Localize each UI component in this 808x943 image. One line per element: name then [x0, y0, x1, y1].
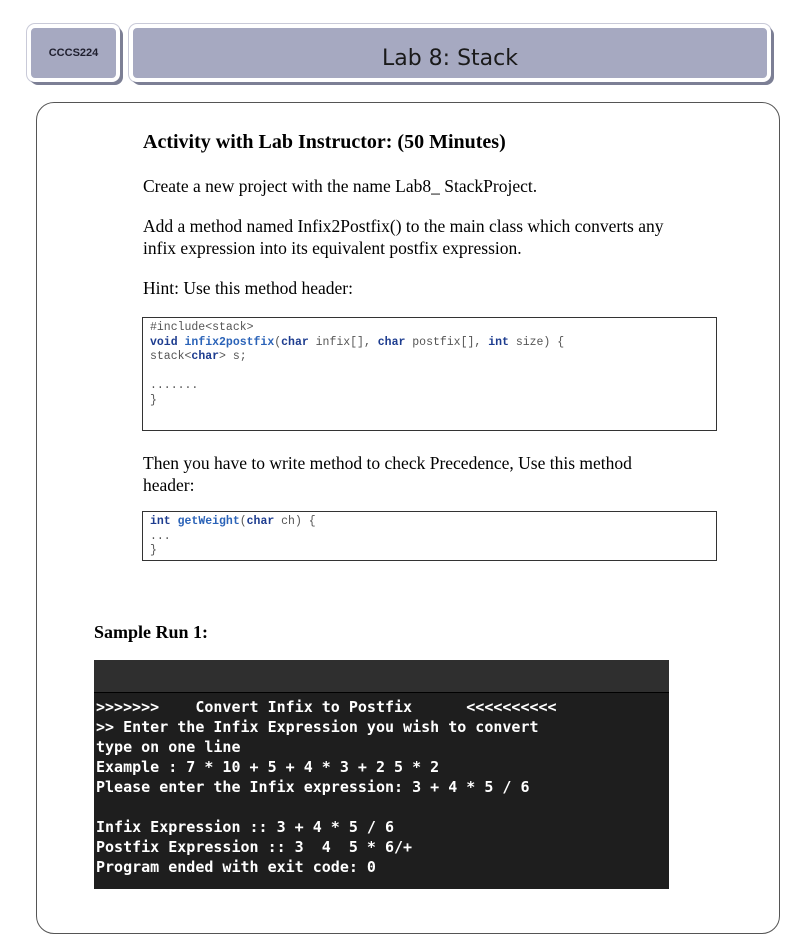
code-keyword: int	[488, 335, 509, 349]
code-keyword: char	[246, 515, 275, 528]
code-function-name: getWeight	[177, 515, 240, 528]
activity-heading: Activity with Lab Instructor: (50 Minutes)	[143, 131, 506, 153]
terminal-line: Program ended with exit code: 0	[96, 858, 376, 876]
code-line: }	[150, 393, 157, 407]
instruction-create-project: Create a new project with the name Lab8_ StackProject.	[143, 176, 538, 196]
terminal-title-bar	[94, 660, 669, 693]
lab-title: Lab 8: Stack	[381, 45, 518, 71]
code-keyword: char	[377, 335, 406, 349]
terminal-line: Postfix Expression :: 3 4 5 * 6/+	[96, 838, 413, 856]
terminal-line: Please enter the Infix expression: 3 + 4 * 5 / 6	[96, 778, 530, 796]
lab-title-banner	[129, 24, 771, 82]
instruction-add-method-line1: Add a method named Infix2Postfix() to the main class which converts any	[143, 216, 664, 236]
sample-run-label: Sample Run 1:	[94, 622, 209, 642]
instruction-add-method	[143, 215, 723, 259]
code-text: (	[239, 515, 247, 528]
code-keyword: char	[191, 350, 220, 363]
code-line: ...	[150, 529, 171, 543]
instruction-add-method-line2: infix expression into its equivalent postfix expression.	[143, 238, 522, 258]
terminal-line: Example : 7 * 10 + 5 + 4 * 3 + 2 5 * 2	[96, 758, 440, 776]
code-keyword: int	[150, 515, 178, 528]
code-line	[150, 515, 709, 530]
code-block-getweight	[142, 511, 717, 561]
code-text: infix[],	[308, 335, 378, 349]
instruction-precedence-line2: header:	[143, 475, 195, 495]
code-line: }	[150, 544, 157, 557]
terminal-body	[94, 693, 669, 877]
hint-text: Hint: Use this method header:	[143, 278, 353, 298]
code-keyword: char	[281, 335, 309, 349]
code-line: .......	[150, 379, 199, 392]
code-text: postfix[],	[405, 335, 489, 349]
code-function-name: infix2postfix	[184, 335, 275, 349]
instruction-precedence	[143, 452, 723, 496]
code-line	[150, 350, 709, 365]
terminal-line: Infix Expression :: 3 + 4 * 5 / 6	[96, 818, 395, 836]
code-text: > s;	[219, 350, 247, 363]
code-text: size) {	[508, 335, 565, 349]
code-text: ch) {	[274, 515, 316, 528]
code-line	[150, 336, 709, 351]
course-code-badge	[27, 24, 120, 82]
terminal-output	[94, 660, 669, 889]
terminal-line: >> Enter the Infix Expression you wish to convert	[96, 718, 539, 736]
terminal-line: >>>>>>> Convert Infix to Postfix <<<<<<<<<<	[96, 698, 557, 716]
terminal-line: type on one line	[96, 738, 241, 756]
code-text: (	[274, 335, 282, 349]
instruction-precedence-line1: Then you have to write method to check Precedence, Use this method	[143, 453, 632, 473]
terminal-line	[96, 797, 669, 817]
code-line	[150, 365, 709, 380]
code-keyword: void	[150, 335, 185, 349]
code-line: #include<stack>	[150, 321, 254, 334]
code-text: stack<	[150, 350, 192, 363]
course-code: CCCS224	[48, 47, 99, 59]
code-block-infix2postfix	[142, 317, 717, 431]
